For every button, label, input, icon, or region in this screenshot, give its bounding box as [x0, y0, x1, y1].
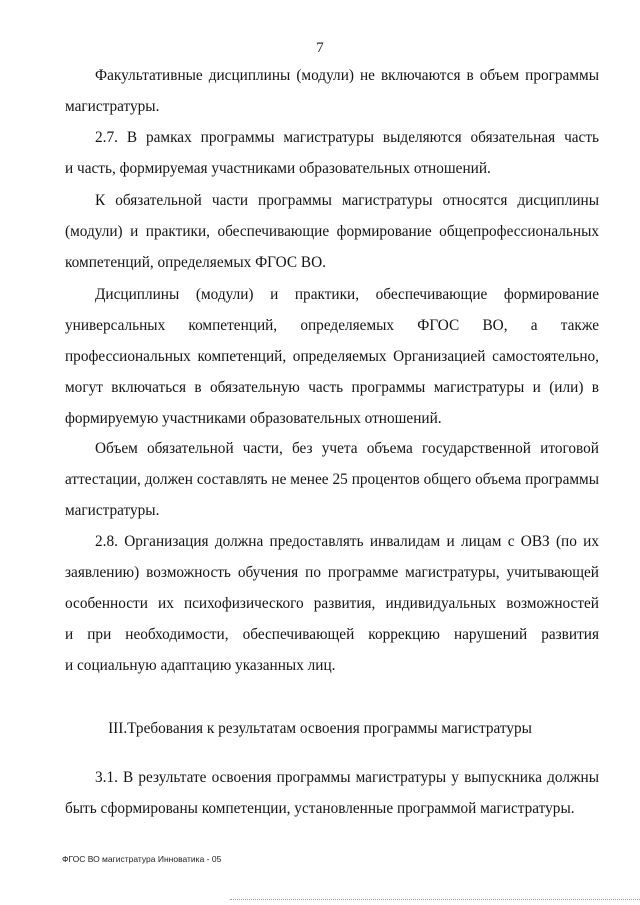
paragraph-mandatory-volume	[65, 433, 599, 526]
paragraph-universal-competencies	[65, 279, 599, 434]
text-line: и социальную адаптацию указанных лиц.	[65, 657, 336, 674]
text-line: заявлению) возможность обучения по программе магистратуры, учитывающей	[65, 564, 599, 581]
text-line: К обязательной части программы магистратуры относятся дисциплины	[95, 192, 599, 209]
text-line: особенности их психофизического развития, индивидуальных возможностей	[65, 595, 599, 612]
text-line: могут включаться в обязательную часть программы магистратуры и (или) в	[65, 379, 599, 396]
text-line: Объем обязательной части, без учета объема государственной итоговой	[95, 440, 599, 457]
text-line: (модули) и практики, обеспечивающие формирование общепрофессиональных	[65, 223, 599, 240]
page-number: 7	[316, 40, 324, 56]
text-line: Факультативные дисциплины (модули) не включаются в объем программы	[95, 67, 599, 84]
paragraph-3-1	[65, 762, 599, 824]
text-line: 2.7. В рамках программы магистратуры выделяются обязательная часть	[95, 129, 599, 146]
paragraph-mandatory-part	[65, 185, 599, 278]
text-line: 3.1. В результате освоения программы магистратуры у выпускника должны	[95, 769, 599, 786]
text-line: 2.8. Организация должна предоставлять инвалидам и лицам с ОВЗ (по их	[95, 533, 599, 550]
text-line: и часть, формируемая участниками образовательных отношений.	[65, 160, 491, 177]
text-line: магистратуры.	[65, 98, 160, 115]
text-line: аттестации, должен составлять не менее 25 процентов общего объема программы	[65, 471, 599, 488]
text-line: быть сформированы компетенции, установленные программой магистратуры.	[65, 800, 575, 817]
text-line: компетенций, определяемых ФГОС ВО.	[65, 254, 326, 271]
page-footer: ФГОС ВО магистратура Инноватика - 05	[62, 854, 222, 864]
paragraph-2-7	[65, 122, 599, 184]
scan-edge-divider	[230, 899, 640, 901]
text-line: формируемую участниками образовательных отношений.	[65, 410, 442, 427]
section-heading: III.Требования к результатам освоения программы магистратуры	[108, 720, 532, 737]
text-line: Дисциплины (модули) и практики, обеспечивающие формирование	[95, 286, 599, 303]
text-line: и при необходимости, обеспечивающей коррекцию нарушений развития	[65, 626, 599, 643]
text-line: универсальных компетенций, определяемых ФГОС ВО, а также	[65, 317, 599, 334]
paragraph-optional-disciplines	[65, 60, 599, 122]
text-line: магистратуры.	[65, 502, 160, 519]
text-line: профессиональных компетенций, определяемых Организацией самостоятельно,	[65, 348, 599, 365]
paragraph-2-8	[65, 526, 599, 681]
